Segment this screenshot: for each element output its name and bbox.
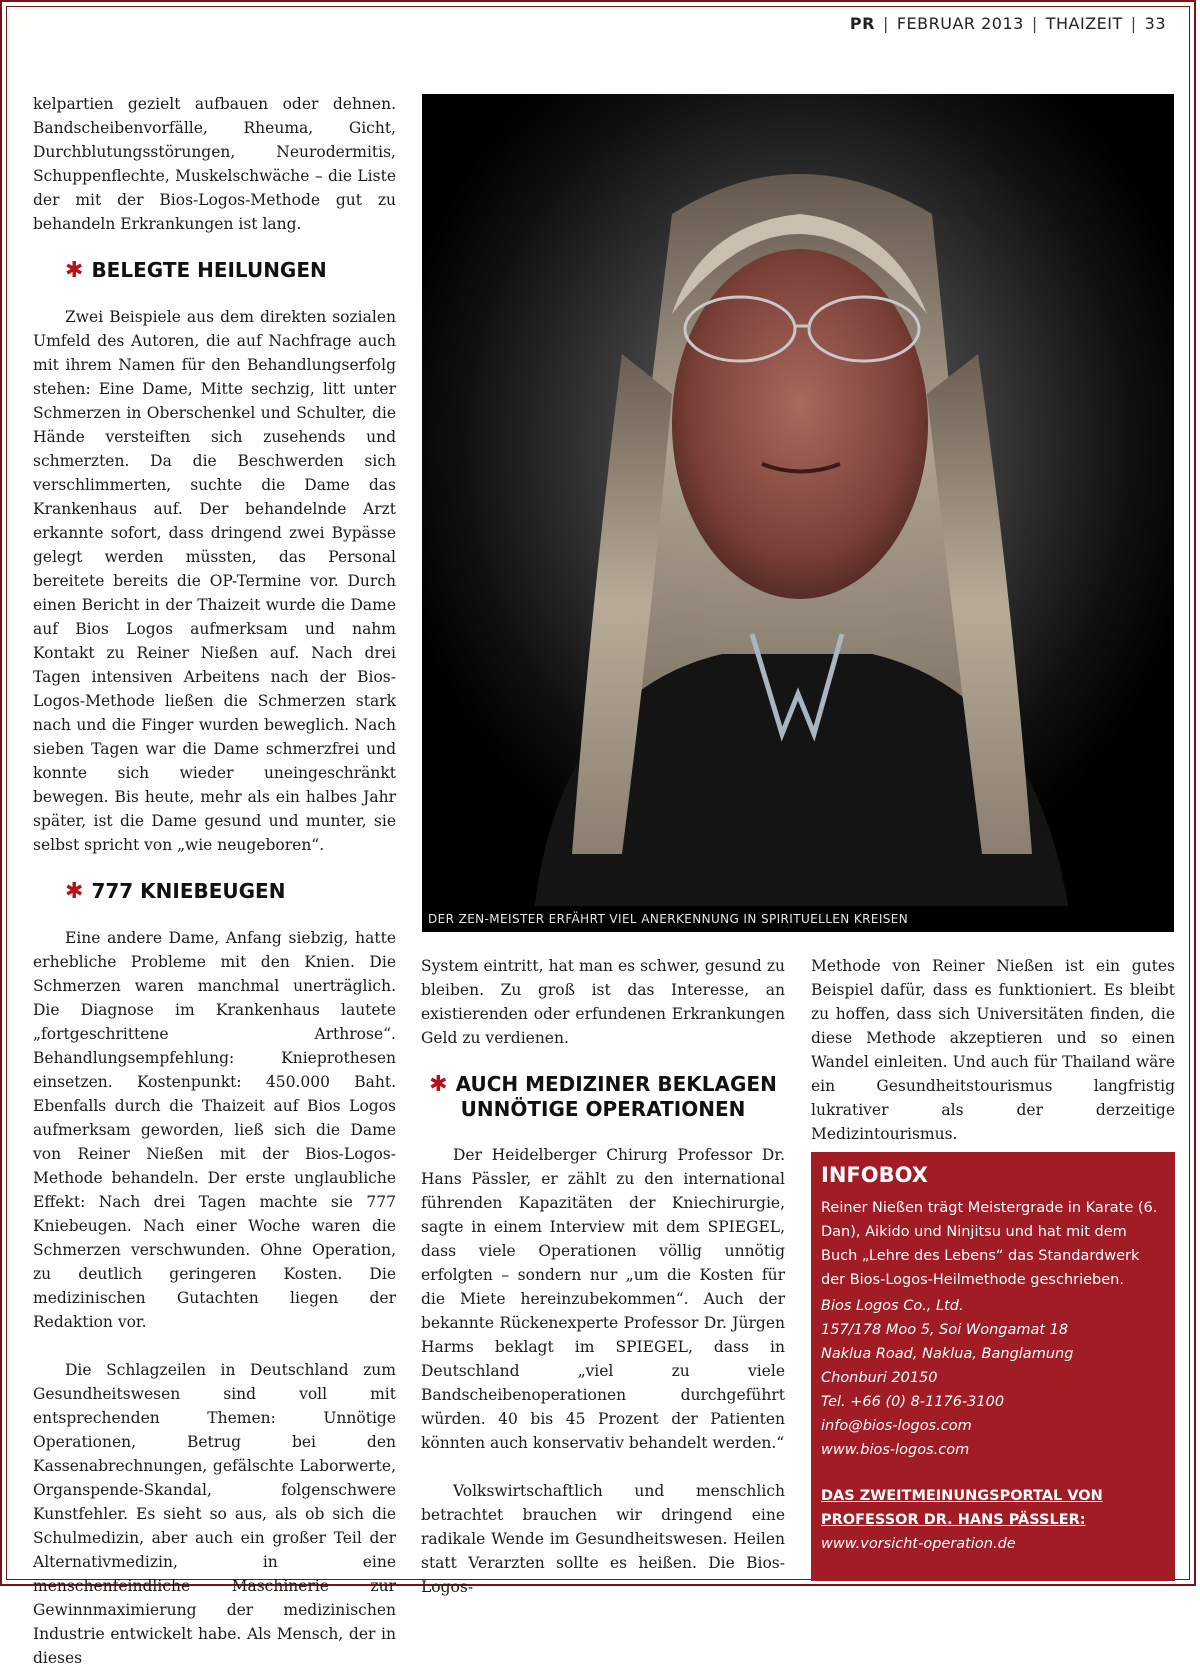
portrait-illustration	[422, 94, 1174, 932]
article-paragraph: Der Heidelberger Chirurg Professor Dr. Hans Pässler, er zählt zu den international führenden Kapazitäten der Kniechirurgie, sagte in einem Interview mit dem SPIEGEL, dass viele Operationen völlig unnötig erfolgten – sondern nur „um die Kosten für die Miete hereinzubekommen“. Auch der bekannte Rückenexperte Professor Dr. Jürgen Harms beklagt im SPIEGEL, dass in Deutschland „viel zu viele Bandscheibenoperationen durchgeführt würden. 40 bis 45 Prozent der Patienten könnten auch konservativ behandelt werden.“	[421, 1146, 785, 1452]
section-heading-belegte-heilungen	[65, 258, 396, 283]
infobox-company: Bios Logos Co., Ltd.	[821, 1298, 964, 1314]
article-column-right	[811, 954, 1175, 1146]
infobox-text: Reiner Nießen trägt Meistergrade in Karate (6. Dan), Aikido und Ninjitsu und hat mit dem Buch „Lehre des Lebens“ das Standardwerk der Bios-Logos-Heilmethode geschrieben.	[821, 1200, 1158, 1288]
heading-text: BELEGTE HEILUNGEN	[91, 258, 327, 282]
portrait-photo	[422, 94, 1174, 932]
article-column-left	[33, 92, 396, 1670]
section-heading-mediziner-beklagen	[421, 1072, 785, 1121]
infobox-address-line: Naklua Road, Naklua, Banglamung	[821, 1346, 1074, 1362]
infobox-email: info@bios-logos.com	[821, 1418, 972, 1434]
article-paragraph: Methode von Reiner Nießen ist ein gutes Beispiel dafür, dass es funktioniert. Es bleibt zu hoffen, dass sich Universitäten finden, die diese Methode akzeptieren und so einen Wandel einleiten. Und auch für Thailand wäre ein Gesundheitstourismus langfristig lukrativer als der derzeitige Medizintourismus.	[811, 957, 1175, 1143]
header-separator: |	[1130, 14, 1137, 33]
header-section: PR	[849, 14, 875, 33]
heading-text: UNNÖTIGE OPERATIONEN	[460, 1097, 746, 1121]
asterisk-icon: ✱	[65, 879, 84, 904]
infobox	[811, 1152, 1175, 1581]
heading-text: AUCH MEDIZINER BEKLAGEN	[455, 1072, 777, 1096]
infobox-phone: Tel. +66 (0) 8-1176-3100	[821, 1394, 1005, 1410]
article-paragraph: kelpartien gezielt aufbauen oder dehnen. Bandscheibenvorfälle, Rheuma, Gicht, Durchblutungsstörungen, Neurodermitis, Schuppenflechte, Muskelschwäche – die Liste der mit der Bios-Logos-Methode gut zu behandeln Erkrankungen ist lang.	[33, 95, 396, 233]
photo-caption: DER ZEN-MEISTER ERFÄHRT VIEL ANERKENNUNG IN SPIRITUELLEN KREISEN	[422, 906, 1174, 932]
infobox-website: www.bios-logos.com	[821, 1442, 970, 1458]
article-column-middle	[421, 954, 785, 1599]
asterisk-icon: ✱	[429, 1072, 448, 1097]
infobox-portal-url: www.vorsicht-operation.de	[821, 1536, 1016, 1552]
header-magazine: THAIZEIT	[1045, 14, 1123, 33]
portal-heading-line: DAS ZWEITMEINUNGSPORTAL VON	[821, 1488, 1103, 1504]
section-heading-777-kniebeugen	[65, 879, 396, 904]
infobox-address-line: 157/178 Moo 5, Soi Wongamat 18	[821, 1322, 1069, 1338]
article-paragraph: Eine andere Dame, Anfang siebzig, hatte erhebliche Probleme mit den Knien. Die Schmerzen waren manchmal unerträglich. Die Diagnose im Krankenhaus lautete „fortgeschrittene Arthrose“. Behandlungsempfehlung: Knieprothesen einsetzen. Kostenpunkt: 450.000 Baht. Ebenfalls durch die Thaizeit auf Bios Logos aufmerksam geworden, ließ sich die Dame von Reiner Nießen mit der Bios-Logos-Methode behandeln. Der erste unglaubliche Effekt: Nach drei Tagen machte sie 777 Kniebeugen. Nach einer Woche waren die Schmerzen verschwunden. Ohne Operation, zu deutlich geringeren Kosten. Die medizinischen Gutachten liegen der Redaktion vor.	[33, 929, 396, 1331]
header-separator: |	[1031, 14, 1038, 33]
article-paragraph: Die Schlagzeilen in Deutschland zum Gesundheitswesen sind voll mit entsprechenden Themen: Unnötige Operationen, Betrug bei den Kassenabrechnungen, gefälschte Laborwerte, Organspende-Skandal, folgenschwere Kunstfehler. Es sieht so aus, als ob sich die Schulmedizin, aber auch ein großer Teil der Alternativmedizin, in eine menschenfeindliche Maschinerie zur Gewinnmaximierung der medizinischen Industrie entwickelt habe. Als Mensch, der in dieses	[33, 1361, 396, 1667]
header-page-number: 33	[1144, 14, 1166, 33]
portal-heading-line: PROFESSOR DR. HANS PÄSSLER:	[821, 1512, 1086, 1528]
heading-text: 777 KNIEBEUGEN	[91, 879, 286, 903]
asterisk-icon: ✱	[65, 258, 84, 283]
header-separator: |	[882, 14, 889, 33]
article-paragraph: Zwei Beispiele aus dem direkten sozialen Umfeld des Autoren, die auf Nachfrage auch mit ihrem Namen für den Behandlungserfolg stehen: Eine Dame, Mitte sechzig, litt unter Schmerzen in Oberschenkel und Schulter, die Hände versteiften sich zusehends und schmerzten. Da die Beschwerden sich verschlimmerten, suchte die Dame das Krankenhaus auf. Der behandelnde Arzt erkannte sofort, dass dringend zwei Bypässe gelegt werden müssten, das Personal bereitete bereits die OP-Termine vor. Durch einen Bericht in der Thaizeit wurde die Dame auf Bios Logos aufmerksam und nahm Kontakt zu Reiner Nießen auf. Nach drei Tagen intensiven Arbeitens nach der Bios-Logos-Methode ließen die Schmerzen stark nach und die Finger wurden beweglich. Nach sieben Tagen war die Dame schmerzfrei und konnte sich wieder uneingeschränkt bewegen. Bis heute, mehr als ein halbes Jahr später, ist die Dame gesund und munter, sie selbst spricht von „wie neugeboren“.	[33, 308, 396, 854]
infobox-address-line: Chonburi 20150	[821, 1370, 938, 1386]
infobox-title: INFOBOX	[821, 1163, 928, 1187]
article-paragraph: Volkswirtschaftlich und menschlich betrachtet brauchen wir dringend eine radikale Wende im Gesundheitswesen. Heilen statt Verarzten sollte es heißen. Die Bios-Logos-	[421, 1482, 785, 1596]
page-header	[850, 14, 1166, 33]
article-paragraph: System eintritt, hat man es schwer, gesund zu bleiben. Zu groß ist das Interesse, an existierenden oder erfundenen Erkrankungen Geld zu verdienen.	[421, 957, 785, 1047]
header-issue: FEBRUAR 2013	[896, 14, 1024, 33]
infobox-portal-heading	[821, 1484, 1165, 1532]
